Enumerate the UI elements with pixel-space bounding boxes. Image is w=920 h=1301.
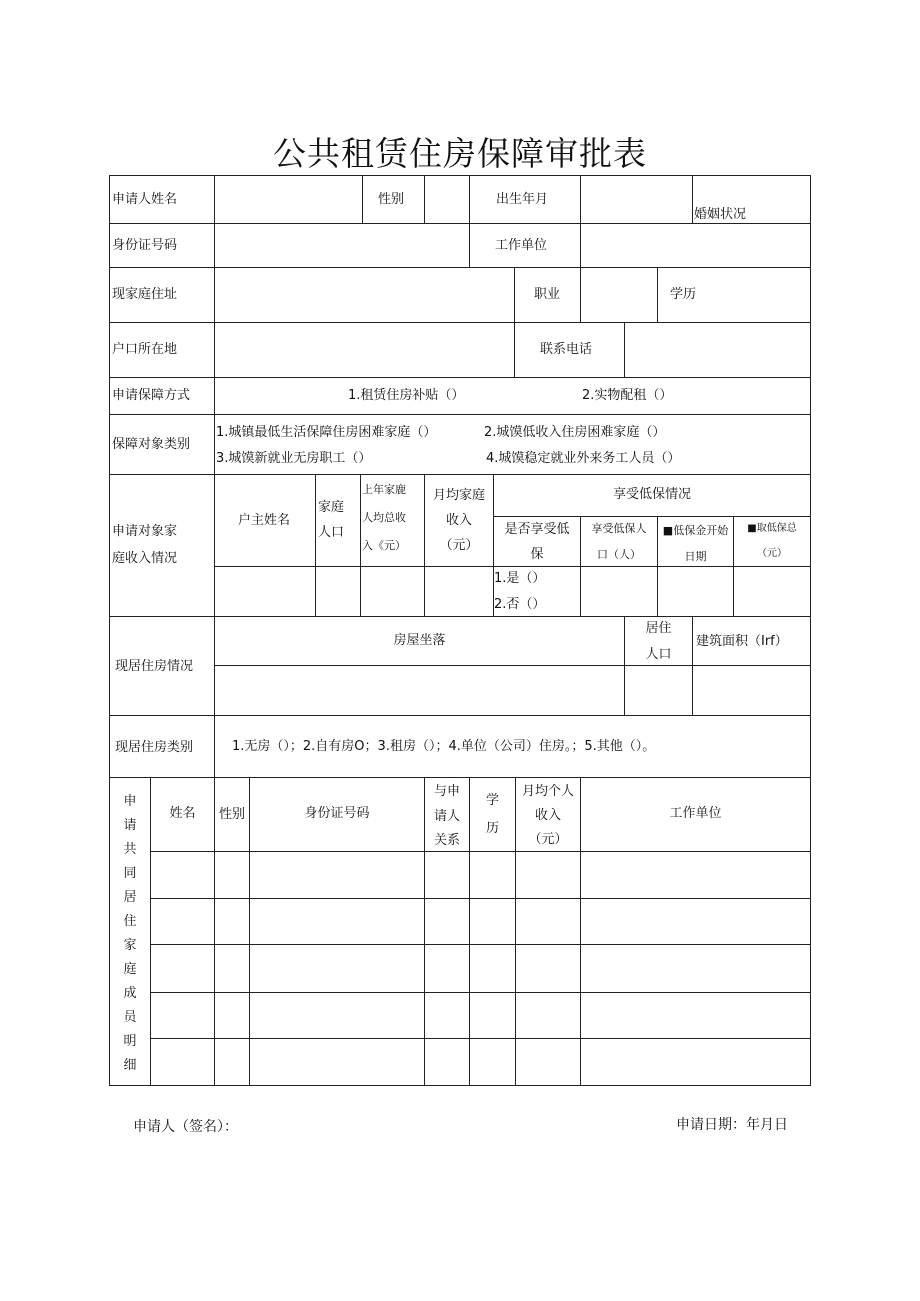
dibao-start-line2: 日期	[684, 550, 707, 563]
income-label-line2: 庭收入情况	[112, 551, 178, 566]
member-workplace-header: 工作单位	[669, 806, 722, 821]
housing-type-label: 现居住房类别	[115, 740, 194, 755]
occupation-label: 职业	[534, 287, 561, 302]
education-label: 学历	[670, 287, 697, 302]
dibao-persons-line2: 口（人）	[597, 548, 641, 561]
member-relation-line3: 关系	[433, 833, 460, 848]
enjoy-dibao-line1: 是否享受低	[504, 522, 570, 537]
id-number-label: 身份证号码	[112, 238, 178, 253]
head-name-label: 户主姓名	[238, 513, 291, 528]
category-option-4: 4.城馍稳定就业外来务工人员（）	[486, 451, 681, 466]
income-label-line1: 申请对象家	[112, 524, 178, 539]
option-physical-rental: 2.实物配租（）	[582, 388, 673, 403]
housing-situation-label: 现居住房情况	[115, 659, 194, 674]
member-id-header: 身份证号码	[304, 806, 370, 821]
monthly-income-line3: （元）	[439, 538, 479, 553]
marital-status-label: 婚姻状况	[694, 207, 747, 222]
dibao-yes-option: 1.是（）	[494, 571, 546, 586]
members-side-label: 申 请 共 同 居 住 家 庭 成 员 明 细	[123, 794, 137, 1073]
member-income-line1: 月均个人	[521, 784, 574, 799]
dibao-total-line1: ■取低保总	[747, 523, 797, 534]
family-size-line1: 家庭	[318, 500, 345, 515]
phone-label: 联系电话	[540, 342, 593, 357]
member-education-line1: 学	[485, 793, 499, 808]
member-income-line2: 收入	[534, 808, 561, 823]
member-name-header: 姓名	[169, 806, 196, 821]
category-option-1: 1.城镇最低生活保障住房困难家庭（）	[216, 425, 437, 440]
option-rent-subsidy: 1.租赁住房补贴（）	[348, 388, 465, 403]
family-size-line2: 人口	[318, 525, 345, 540]
dibao-no-option: 2.否（）	[494, 597, 546, 612]
application-date-label: 申请日期：年月日	[676, 1117, 788, 1133]
residents-line2: 人口	[645, 647, 672, 662]
dibao-persons-line1: 享受低保人	[591, 522, 647, 535]
applicant-name-label: 申请人姓名	[112, 192, 178, 207]
category-option-3: 3.城馍新就业无房职工（）	[216, 451, 372, 466]
member-education-line2: 历	[485, 821, 499, 836]
category-option-2: 2.城馍低收入住房困难家庭（）	[484, 425, 666, 440]
dibao-start-line1: ■低保金开始	[662, 524, 729, 537]
monthly-income-line2: 收入	[445, 513, 472, 528]
lastyear-income-line1: 上年家鹿	[362, 483, 406, 496]
house-location-label: 房屋坐落	[393, 633, 446, 648]
member-gender-header: 性别	[218, 807, 245, 822]
enjoy-dibao-line2: 保	[530, 547, 544, 562]
home-address-label: 现家庭住址	[112, 287, 178, 302]
hukou-label: 户口所在地	[112, 342, 178, 357]
guarantee-method-label: 申请保障方式	[112, 388, 191, 403]
signature-label: 申请人（签名）：	[133, 1119, 238, 1135]
dibao-total-line2: （元）	[757, 548, 787, 559]
building-area-label: 建筑面积（Irf）	[696, 634, 788, 649]
housing-type-options: 1.无房（）；2.自有房O；3.租房（）；4.单位（公司）住房。；5.其他（）。	[232, 739, 656, 754]
lastyear-income-line3: 入《元）	[362, 539, 406, 552]
target-category-label: 保障对象类别	[112, 437, 191, 452]
dibao-header: 享受低保情况	[612, 487, 691, 502]
monthly-income-line1: 月均家庭	[432, 488, 485, 503]
form-title: 公共租赁住房保障审批表	[273, 134, 647, 173]
member-relation-line2: 请人	[433, 809, 460, 824]
member-relation-line1: 与申	[433, 784, 460, 799]
birth-label: 出生年月	[496, 192, 549, 207]
member-income-line3: （元）	[528, 832, 568, 847]
gender-label: 性别	[378, 192, 405, 207]
residents-line1: 居住	[645, 621, 672, 636]
workplace-label: 工作单位	[495, 238, 548, 253]
lastyear-income-line2: 人均总收	[362, 511, 406, 524]
